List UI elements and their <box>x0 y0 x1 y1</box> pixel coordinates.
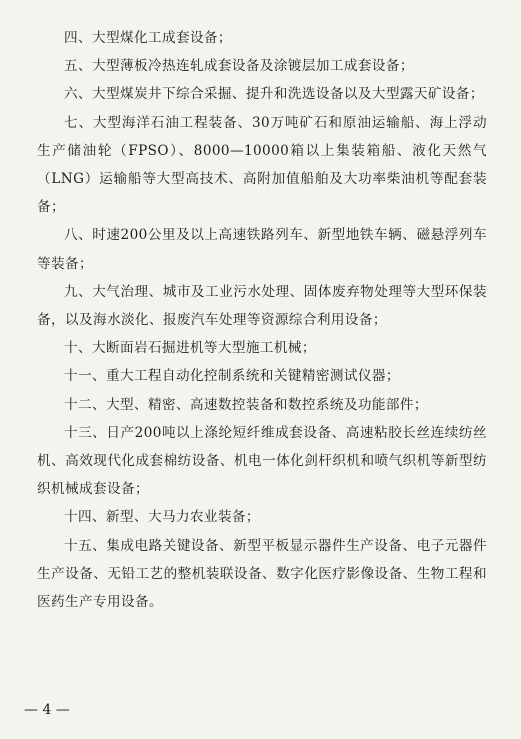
list-item-7: 七、大型海洋石油工程装备、30万吨矿石和原油运输船、海上浮动生产储油轮（FPSO）、8000—10000箱以上集装箱船、液化天然气（LNG）运输船等大型高技术、高附加值船舶及大功率柴油机等配套装备； <box>37 114 487 216</box>
document-body <box>37 24 487 616</box>
list-item-4: 四、大型煤化工成套设备； <box>64 30 232 46</box>
list-item-9: 九、大气治理、城市及工业污水处理、固体废弃物处理等大型环保装备，以及海水淡化、报废汽车处理等资源综合利用设备； <box>37 283 487 329</box>
page-number: — 4 — <box>24 702 70 718</box>
list-item-15: 十五、集成电路关键设备、新型平板显示器件生产设备、电子元器件生产设备、无铅工艺的整机装联设备、数字化医疗影像设备、生物工程和医药生产专用设备。 <box>37 537 487 611</box>
list-item-5: 五、大型薄板冷热连轧成套设备及涂镀层加工成套设备； <box>64 58 414 75</box>
list-item-13: 十三、日产200吨以上涤纶短纤维成套设备、高速粘胶长丝连续纺丝机、高效现代化成套棉纺设备、机电一体化剑杆织机和喷气织机等新型纺织机械成套设备； <box>37 424 487 498</box>
list-item-12: 十二、大型、精密、高速数控装备和数控系统及功能部件； <box>64 396 428 413</box>
list-item-14: 十四、新型、大马力农业装备； <box>64 509 260 526</box>
list-item-11: 十一、重大工程自动化控制系统和关键精密测试仪器； <box>64 368 400 385</box>
list-item-6: 六、大型煤炭井下综合采掘、提升和洗选设备以及大型露天矿设备； <box>64 86 484 103</box>
list-item-8: 八、时速200公里及以上高速铁路列车、新型地铁车辆、磁悬浮列车等装备； <box>37 227 487 272</box>
list-item-10: 十、大断面岩石掘进机等大型施工机械； <box>64 340 316 357</box>
